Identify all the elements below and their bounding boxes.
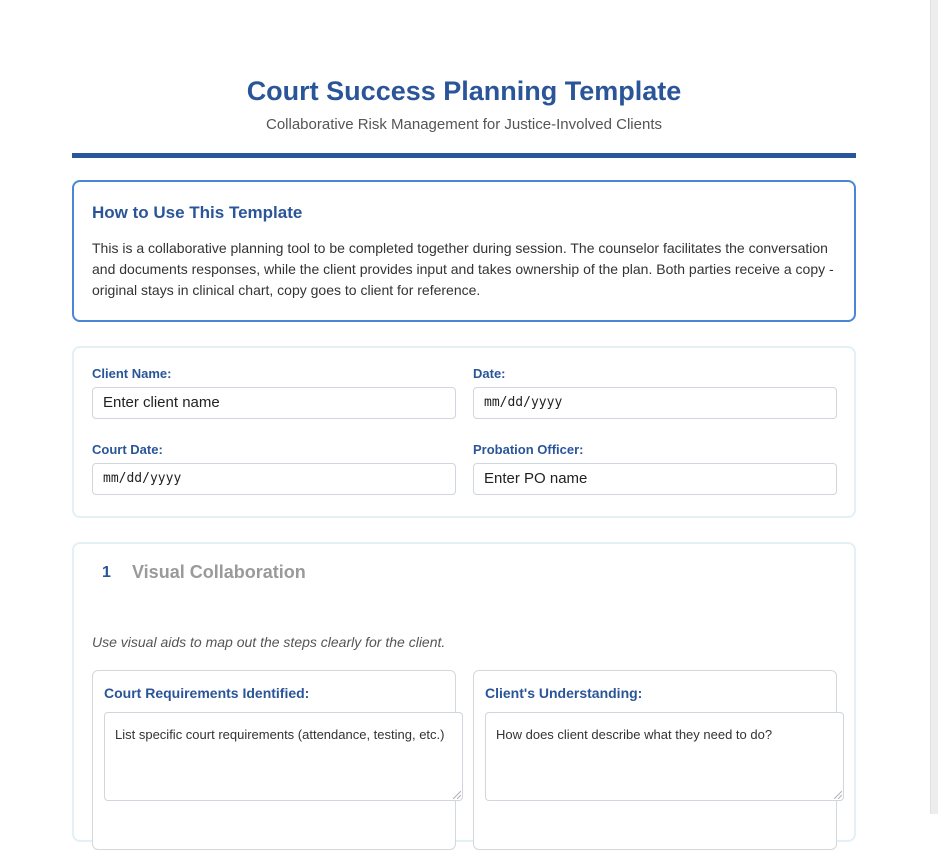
page-subtitle: Collaborative Risk Management for Justice-Involved Clients [265, 116, 662, 133]
date-group [473, 366, 837, 419]
court-requirements-label: Court Requirements Identified: [104, 685, 310, 701]
page-scrollbar[interactable] [930, 0, 938, 814]
probation-officer-label: Probation Officer: [473, 442, 584, 457]
court-requirements-textarea[interactable]: List specific court requirements (attendance, testing, etc.) [104, 712, 463, 801]
resize-handle-icon[interactable] [453, 791, 461, 799]
section-description: Use visual aids to map out the steps clearly for the client. [92, 634, 446, 650]
section-title[interactable]: Visual Collaboration [132, 562, 306, 582]
section-visual-collaboration [72, 542, 856, 842]
date-label: Date: [473, 366, 506, 381]
section-number: 1 [102, 564, 111, 581]
client-info-card [72, 346, 856, 518]
page-title: Court Success Planning Template [246, 76, 682, 106]
header-divider [72, 153, 856, 158]
court-requirements-card [92, 670, 456, 850]
resize-handle-icon[interactable] [834, 791, 842, 799]
probation-officer-input[interactable]: Enter PO name [473, 463, 837, 495]
client-name-input[interactable]: Enter client name [92, 387, 456, 419]
court-date-label: Court Date: [92, 442, 163, 457]
client-name-label: Client Name: [92, 366, 172, 381]
client-understanding-label: Client's Understanding: [485, 685, 643, 701]
probation-officer-group [473, 442, 837, 495]
how-to-use-text: This is a collaborative planning tool to be completed together during session. The counselor facilitates the conversation and documents responses, while the client provides input and takes ownership of the plan. Both parties receive a copy - original stays in clinical chart, copy goes to client for reference. [92, 240, 834, 298]
how-to-use-title: How to Use This Template [92, 203, 303, 222]
page-header [72, 0, 856, 134]
page-container [72, 0, 856, 842]
client-understanding-textarea[interactable]: How does client describe what they need to do? [485, 712, 844, 801]
court-date-group [92, 442, 456, 495]
client-name-group [92, 366, 456, 419]
court-date-input[interactable]: mm/dd/yyyy [92, 463, 456, 495]
client-understanding-card [473, 670, 837, 850]
how-to-use-box [72, 180, 856, 322]
date-input[interactable]: mm/dd/yyyy [473, 387, 837, 419]
